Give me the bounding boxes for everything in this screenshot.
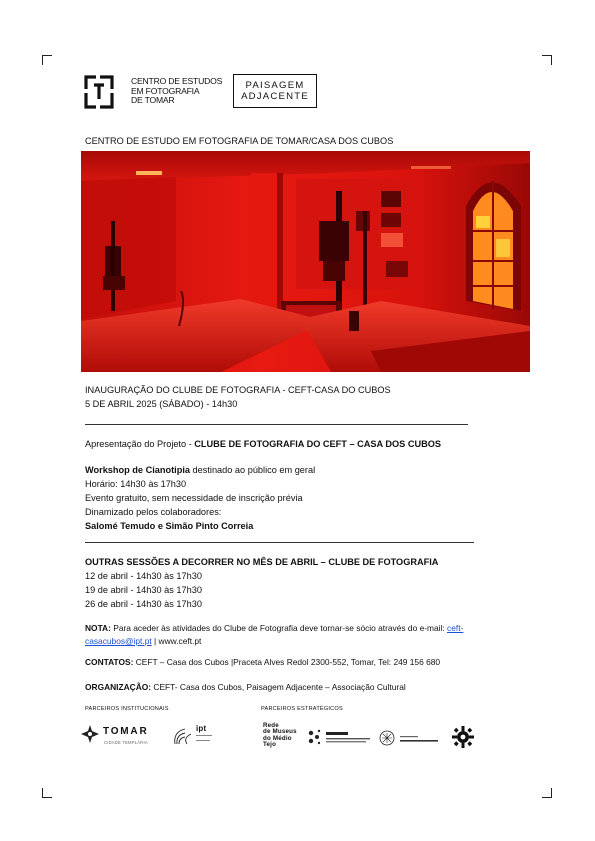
sessions-title: OUTRAS SESSÕES A DECORRER NO MÊS DE ABRIL – CLUBE DE FOTOGRAFIA bbox=[85, 557, 439, 567]
crop-mark-bottom-right bbox=[542, 788, 552, 798]
tomar-logo-text: TOMAR bbox=[103, 726, 149, 737]
strategic-partner-emblem-icon bbox=[451, 725, 475, 749]
institutional-partners-label: PARCEIROS INSTITUCIONAIS bbox=[85, 706, 169, 712]
note-line: NOTA: Para aceder às atividades do Clube de Fotografia deve tornar-se sócio através do e-mail: ceft- bbox=[85, 623, 464, 633]
divider-line bbox=[85, 424, 468, 425]
strategic-partner-logo-icon bbox=[306, 728, 374, 746]
strategic-partner-logo-icon bbox=[378, 729, 442, 747]
workshop-line: Workshop de Cianotipia destinado ao público em geral bbox=[85, 465, 316, 475]
workshop-collaborators: Salomé Temudo e Simão Pinto Correia bbox=[85, 521, 254, 531]
contacts-line: CONTATOS: CEFT – Casa dos Cubos |Praceta Alves Redol 2300-552, Tomar, Tel: 249 156 680 bbox=[85, 657, 441, 667]
rede-museus-logo: Rede de Museus do Médio Tejo bbox=[263, 722, 297, 749]
event-date: 5 DE ABRIL 2025 (SÁBADO) - 14h30 bbox=[85, 399, 238, 409]
workshop-schedule: Horário: 14h30 às 17h30 bbox=[85, 479, 187, 489]
ipt-logo-icon bbox=[171, 726, 195, 748]
email-link[interactable]: ceft- bbox=[447, 623, 464, 633]
presentation-line: Apresentação do Projeto - CLUBE DE FOTOGRAFIA DO CEFT – CASA DOS CUBOS bbox=[85, 439, 442, 449]
workshop-free: Evento gratuito, sem necessidade de inscrição prévia bbox=[85, 493, 303, 503]
session-item: 12 de abril - 14h30 às 17h30 bbox=[85, 571, 202, 581]
session-item: 19 de abril - 14h30 às 17h30 bbox=[85, 585, 202, 595]
darkroom-photo bbox=[81, 151, 530, 372]
note-line-2 bbox=[85, 635, 201, 648]
crop-mark-top-left bbox=[42, 55, 52, 65]
project-name: CLUBE DE FOTOGRAFIA DO CEFT – CASA DOS CUBOS bbox=[194, 439, 442, 449]
ceft-logo-text: CENTRO DE ESTUDOS EM FOTOGRAFIA DE TOMAR bbox=[131, 76, 223, 106]
tomar-logo-sub: CIDADE TEMPLÁRIA bbox=[104, 740, 148, 745]
ipt-logo-rule bbox=[196, 735, 212, 736]
workshop-title: Workshop de Cianotipia bbox=[85, 465, 190, 475]
organization-line: ORGANIZAÇÃO: CEFT- Casa dos Cubos, Paisagem Adjacente – Associação Cultural bbox=[85, 682, 406, 692]
event-title: INAUGURAÇÃO DO CLUBE DE FOTOGRAFIA - CEFT-CASA DO CUBOS bbox=[85, 385, 391, 395]
crop-mark-top-right bbox=[542, 55, 552, 65]
strategic-partners-label: PARCEIROS ESTRATÉGICOS bbox=[261, 706, 343, 712]
venue-title: CENTRO DE ESTUDO EM FOTOGRAFIA DE TOMAR/CASA DOS CUBOS bbox=[85, 136, 394, 146]
workshop-by: Dinamizado pelos colaboradores: bbox=[85, 507, 222, 517]
divider-line bbox=[85, 542, 474, 543]
crop-mark-bottom-left bbox=[42, 788, 52, 798]
paisagem-adjacente-logo: PAISAGEM ADJACENTE bbox=[233, 74, 317, 108]
session-item: 26 de abril - 14h30 às 17h30 bbox=[85, 599, 202, 609]
website-text: | www.ceft.pt bbox=[151, 636, 202, 646]
ipt-logo-rule bbox=[196, 740, 210, 741]
ipt-logo-text: ipt bbox=[196, 724, 207, 733]
tomar-cross-icon bbox=[80, 724, 100, 744]
email-link[interactable]: casacubos@ipt.pt bbox=[85, 636, 152, 646]
